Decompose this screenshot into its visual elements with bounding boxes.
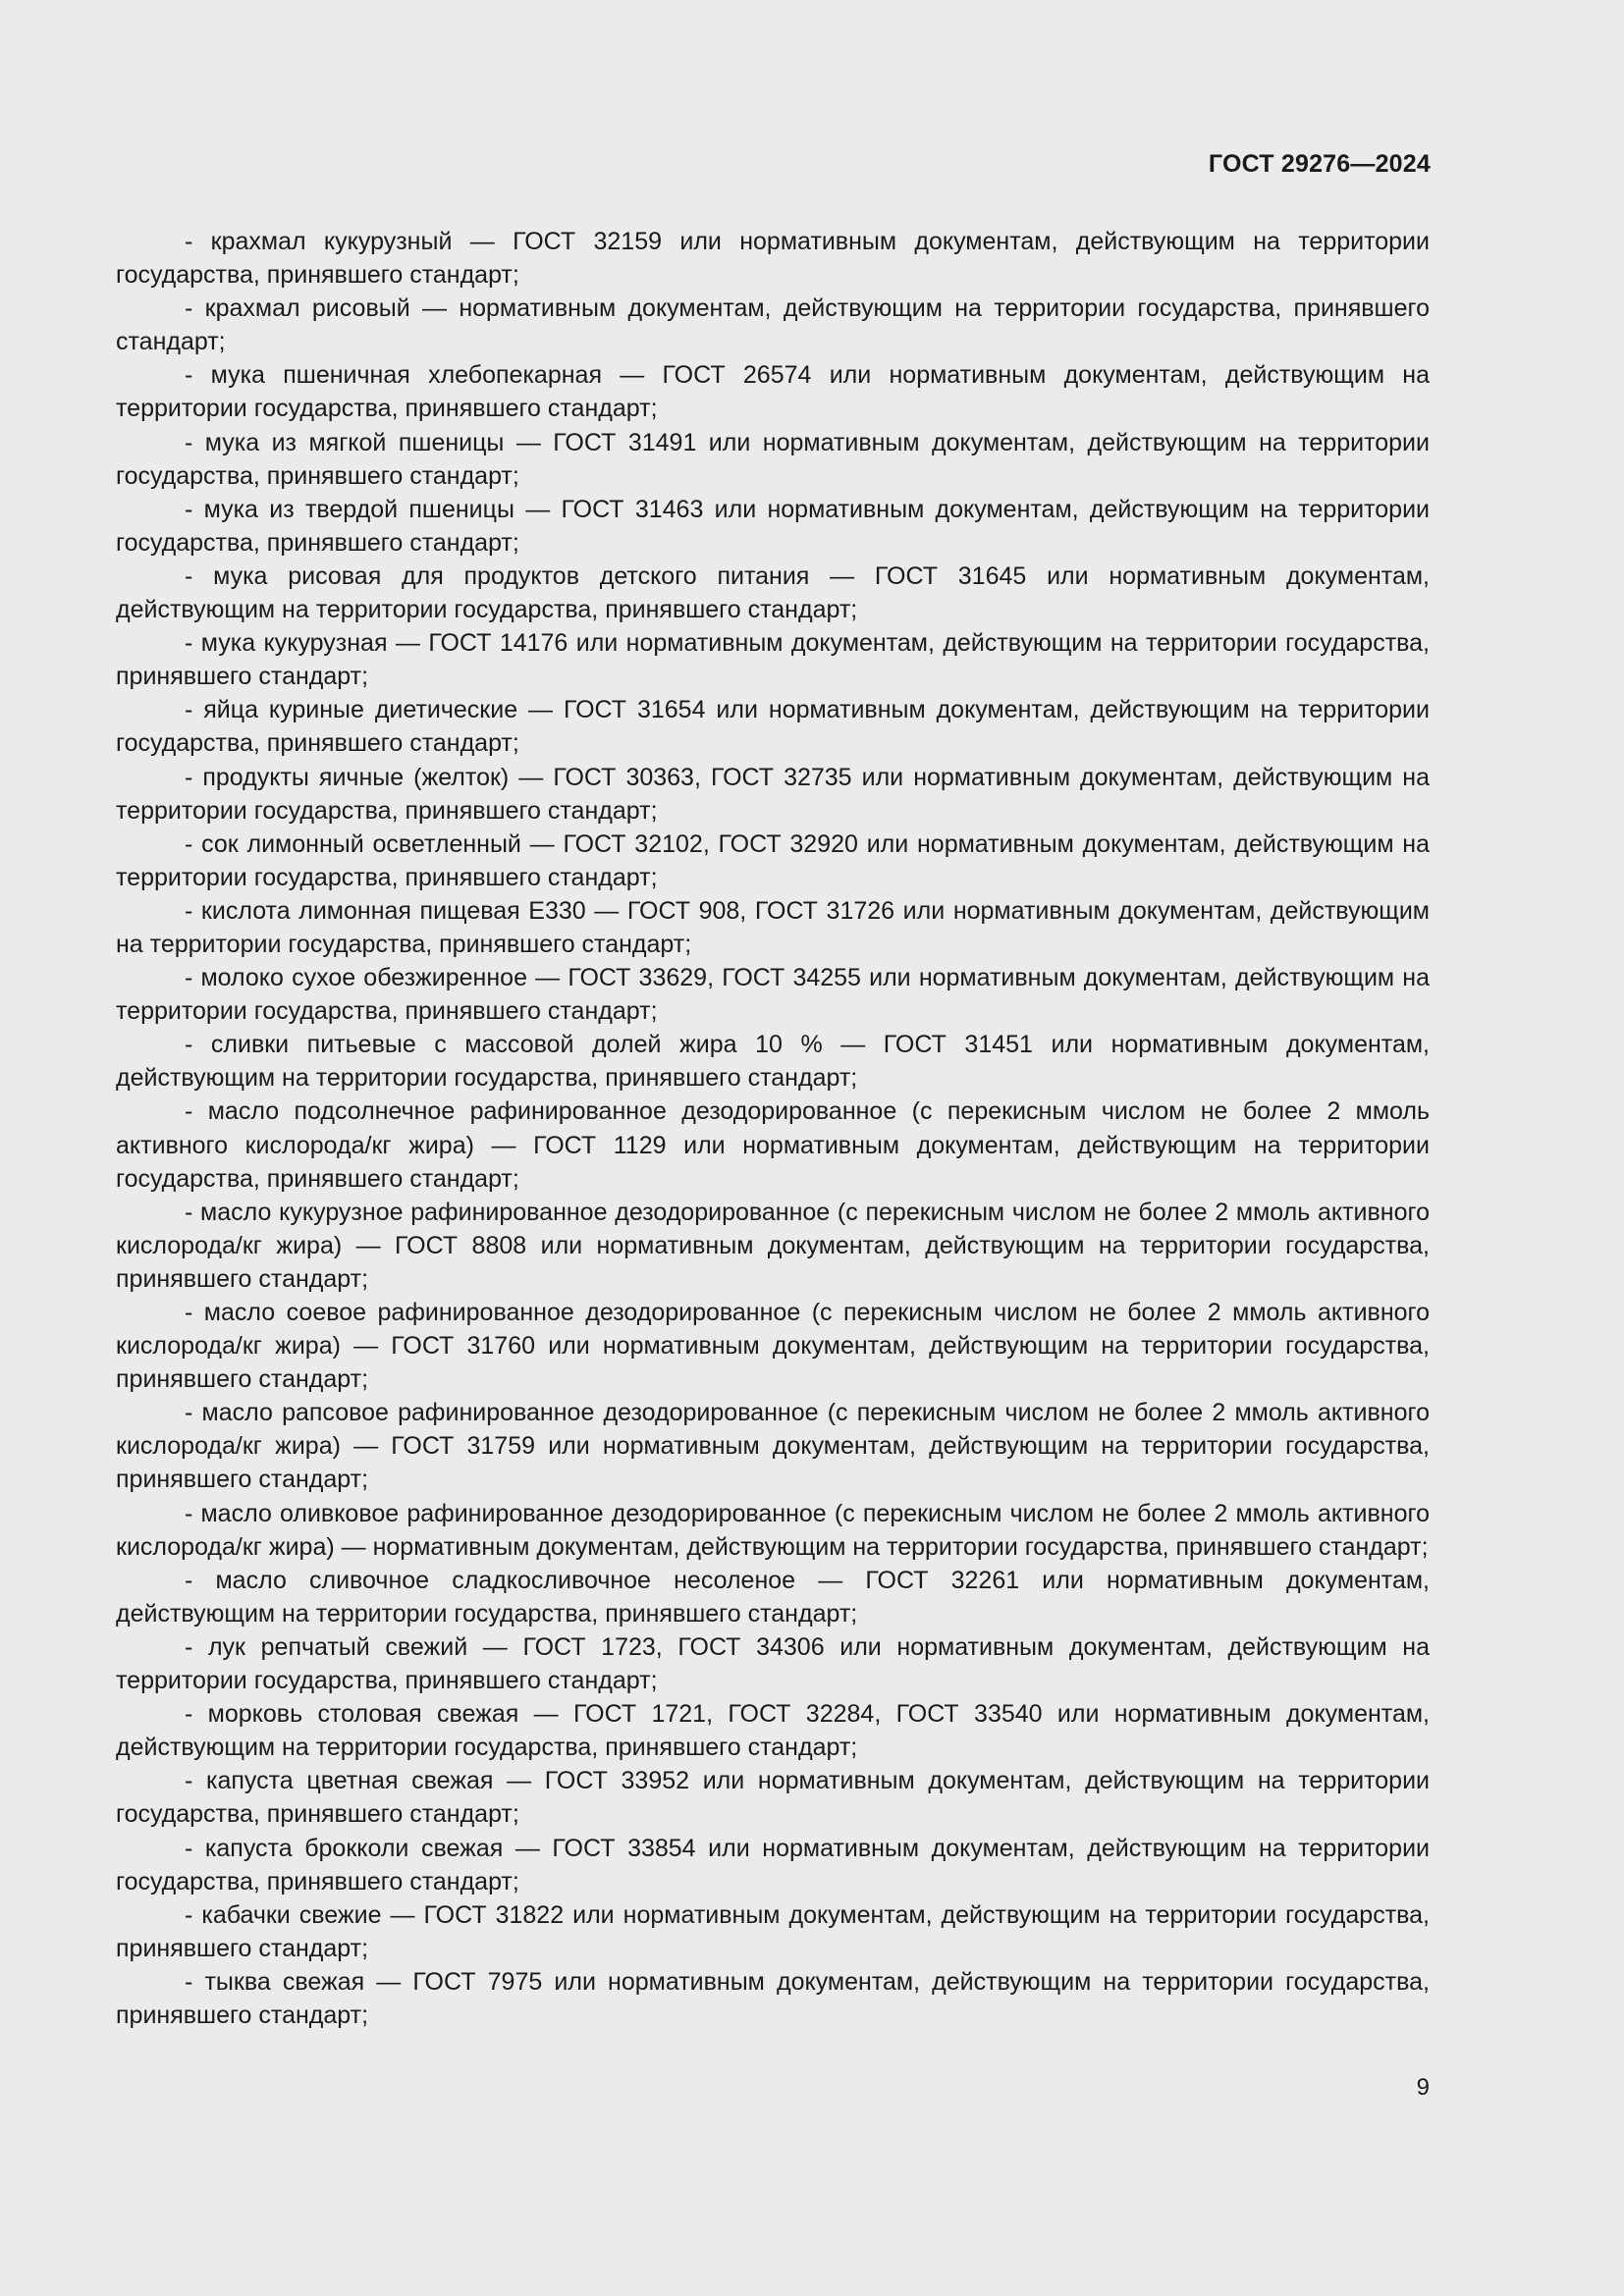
- list-item: - сливки питьевые с массовой долей жира 10 % — ГОСТ 31451 или нормативным документам, действующим на территории государства, принявшего стандарт;: [116, 1031, 1430, 1093]
- list-item: - мука пшеничная хлебопекарная — ГОСТ 26574 или нормативным документам, действующим на территории государства, принявшего стандарт;: [116, 361, 1430, 423]
- list-item: - тыква свежая — ГОСТ 7975 или нормативным документам, действующим на территории государства, принявшего стандарт;: [116, 1967, 1430, 2029]
- list-item: - мука рисовая для продуктов детского питания — ГОСТ 31645 или нормативным документам, действующим на территории государства, принявшего стандарт;: [116, 561, 1430, 624]
- list-item: - лук репчатый свежий — ГОСТ 1723, ГОСТ 34306 или нормативным документам, действующим на территории государства, принявшего стандарт;: [116, 1632, 1430, 1695]
- list-item: - мука кукурузная — ГОСТ 14176 или нормативным документам, действующим на территории государства, принявшего стандарт;: [116, 629, 1430, 691]
- list-item: - крахмал рисовый — нормативным документам, действующим на территории государства, принявшего стандарт;: [116, 294, 1430, 356]
- list-item: - мука из мягкой пшеницы — ГОСТ 31491 или нормативным документам, действующим на территории государства, принявшего стандарт;: [116, 428, 1430, 490]
- list-item: - масло кукурузное рафинированное дезодорированное (с перекисным числом не более 2 ммоль активного кислорода/кг жира) — ГОСТ 8808 или нормативным документам, действующим на территории государства, принявшего стандарт;: [116, 1198, 1430, 1293]
- list-item: - капуста цветная свежая — ГОСТ 33952 или нормативным документам, действующим на территории государства, принявшего стандарт;: [116, 1767, 1430, 1829]
- document-body: [116, 225, 1430, 2032]
- list-item: - сок лимонный осветленный — ГОСТ 32102, ГОСТ 32920 или нормативным документам, действующим на территории государства, принявшего стандарт;: [116, 829, 1430, 891]
- list-item: - кабачки свежие — ГОСТ 31822 или нормативным документам, действующим на территории государства, принявшего стандарт;: [116, 1900, 1430, 1962]
- list-item: - кислота лимонная пищевая Е330 — ГОСТ 908, ГОСТ 31726 или нормативным документам, действующим на территории государства, принявшего стандарт;: [116, 896, 1430, 958]
- list-item: - морковь столовая свежая — ГОСТ 1721, ГОСТ 32284, ГОСТ 33540 или нормативным документам, действующим на территории государства, принявшего стандарт;: [116, 1700, 1430, 1762]
- list-item: - масло соевое рафинированное дезодорированное (с перекисным числом не более 2 ммоль активного кислорода/кг жира) — ГОСТ 31760 или нормативным документам, действующим на территории государства, принявшего стандарт;: [116, 1299, 1430, 1394]
- list-item: - масло подсолнечное рафинированное дезодорированное (с перекисным числом не более 2 ммоль активного кислорода/кг жира) — ГОСТ 1129 или нормативным документам, действующим на территории государства, принявшего стандарт;: [116, 1097, 1430, 1193]
- list-item: - масло рапсовое рафинированное дезодорированное (с перекисным числом не более 2 ммоль активного кислорода/кг жира) — ГОСТ 31759 или нормативным документам, действующим на территории государства, принявшего стандарт;: [116, 1399, 1430, 1494]
- list-item: - крахмал кукурузный — ГОСТ 32159 или нормативным документам, действующим на территории государства, принявшего стандарт;: [116, 228, 1430, 290]
- page-number: 9: [1416, 2074, 1430, 2101]
- document-header-code: ГОСТ 29276—2024: [1208, 150, 1431, 178]
- list-item: - капуста брокколи свежая — ГОСТ 33854 или нормативным документам, действующим на территории государства, принявшего стандарт;: [116, 1834, 1430, 1896]
- list-item: - масло оливковое рафинированное дезодорированное (с перекисным числом не более 2 ммоль активного кислорода/кг жира) — нормативным документам, действующим на территории государства, принявшего стандарт;: [116, 1499, 1430, 1561]
- list-item: - продукты яичные (желток) — ГОСТ 30363, ГОСТ 32735 или нормативным документам, действующим на территории государства, принявшего стандарт;: [116, 763, 1430, 825]
- list-item: - масло сливочное сладкосливочное несоленое — ГОСТ 32261 или нормативным документам, действующим на территории государства, принявшего стандарт;: [116, 1566, 1430, 1628]
- list-item: - молоко сухое обезжиренное — ГОСТ 33629, ГОСТ 34255 или нормативным документам, действующим на территории государства, принявшего стандарт;: [116, 964, 1430, 1026]
- list-item: - яйца куриные диетические — ГОСТ 31654 или нормативным документам, действующим на территории государства, принявшего стандарт;: [116, 696, 1430, 758]
- list-item: - мука из твердой пшеницы — ГОСТ 31463 или нормативным документам, действующим на территории государства, принявшего стандарт;: [116, 495, 1430, 557]
